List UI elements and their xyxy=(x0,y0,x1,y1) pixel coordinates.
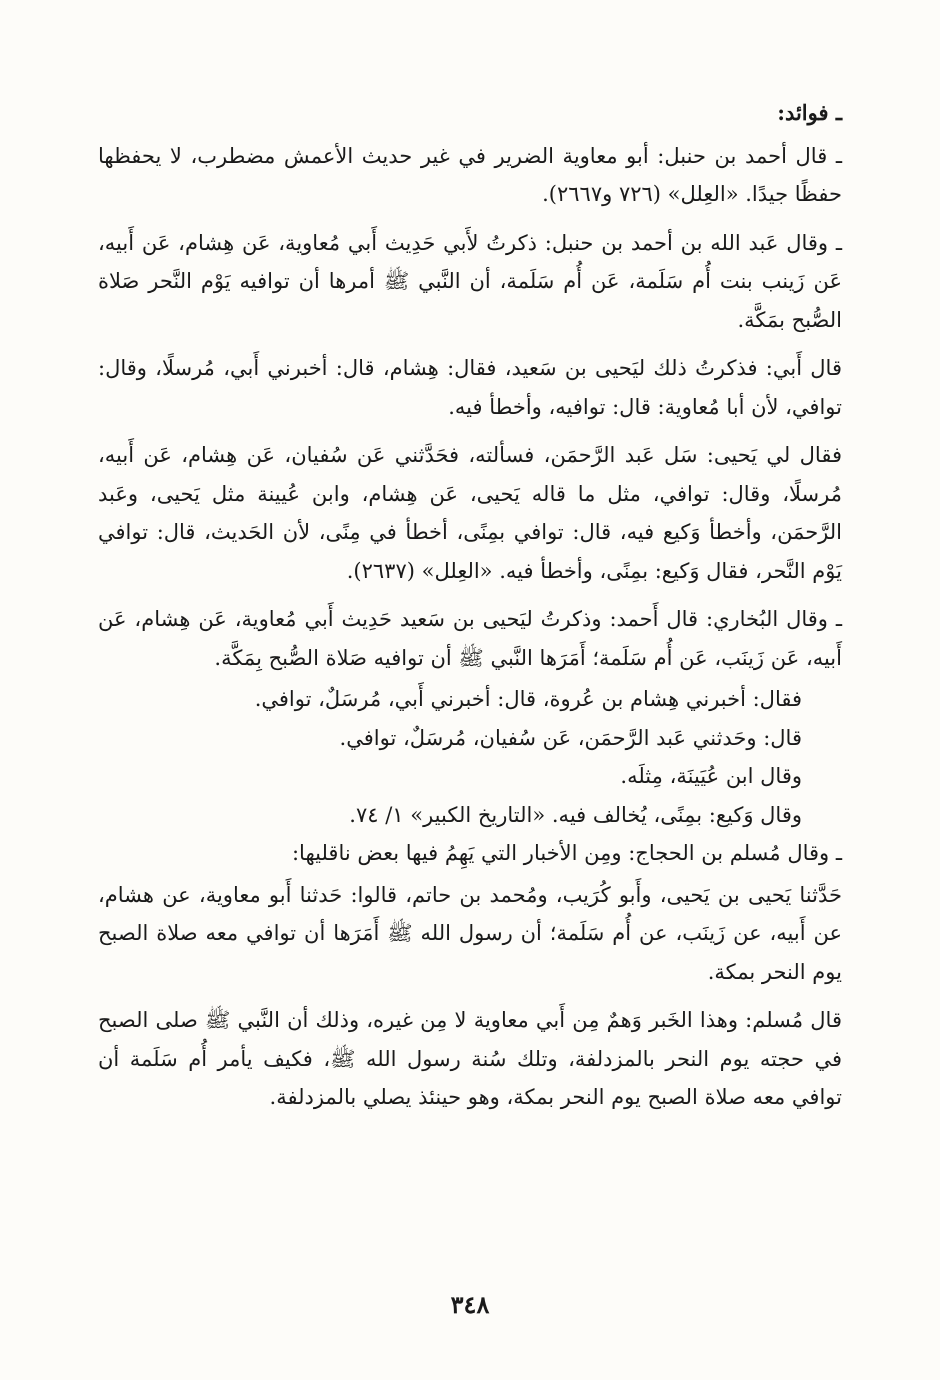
paragraph: ـ وقال مُسلم بن الحجاج: ومِن الأخبار التي يَهِمُ فيها بعض ناقليها: xyxy=(291,841,842,865)
quoted-line: وقال ابن عُيَينَة، مِثلَه. xyxy=(620,764,802,788)
quoted-line: فقال: أخبرني هِشام بن عُروة، قال: أخبرني أَبي، مُرسَلٌ، توافي. xyxy=(254,687,802,711)
paragraph: قال أَبي: فذكرتُ ذلك ليَحيى بن سَعيد، فقال: هِشام، قال: أخبرني أَبي، مُرسلًا، وقال: توافي، لأن أبا مُعاوية: قال: توافيه، وأخطأ فيه. xyxy=(98,356,842,419)
section-heading: ـ فوائد: xyxy=(777,100,842,125)
paragraph: حَدَّثنا يَحيى بن يَحيى، وأَبو كُرَيب، ومُحمد بن حاتم، قالوا: حَدثنا أَبو معاوية، عن هشام، عن أَبيه، عن زَينَب، عن أُم سَلَمة؛ أن رسول الله ﷺ أَمَرَها أن توافي معه صلاة الصبح يوم النحر بمكة. xyxy=(98,882,842,984)
paragraph: قال مُسلم: وهذا الخَبر وَهمٌ مِن أَبي معاوية لا مِن غيره، وذلك أن النَّبي ﷺ صلى الصبح في حجته يوم النحر بالمزدلفة، وتلك سُنة رسول الله ﷺ، فكيف يأمر أُم سَلَمة أن توافي معه صلاة الصبح يوم النحر بمكة، وهو حينئذ يصلي بالمزدلفة. xyxy=(98,1008,842,1109)
paragraph: ـ وقال البُخاري: قال أَحمد: وذكرتُ ليَحيى بن سَعيد حَدِيث أَبي مُعاوية، عَن هِشام، عَن أَبيه، عَن زَينَب، عَن أُم سَلَمة؛ أَمَرَها النَّبي ﷺ أن توافيه صَلاة الصُّبح بِمَكَّة. xyxy=(98,607,842,670)
paragraph: ـ قال أحمد بن حنبل: أبو معاوية الضرير في غير حديث الأعمش مضطرب، لا يحفظها حفظًا جيدًا. «العِلل» (٧٢٦ و٢٦٦٧). xyxy=(98,143,842,206)
page-body xyxy=(98,94,842,1117)
paragraph: ـ وقال عَبد الله بن أحمد بن حنبل: ذكرتُ لأَبي حَدِيث أَبي مُعاوية، عَن هِشام، عَن أَبيه، عَن زَينب بنت أُم سَلَمة، عَن أُم سَلَمة، أن النَّبي ﷺ أمرها أن توافيه يَوْم النَّحر صَلاة الصُّبح بمَكَّة. xyxy=(98,230,842,332)
quoted-line: وقال وَكيع: بمِنًى، يُخالف فيه. «التاريخ الكبير» ١/ ٧٤. xyxy=(349,802,802,827)
page-number: ٣٤٨ xyxy=(450,1290,490,1319)
paragraph: فقال لي يَحيى: سَل عَبد الرَّحمَن، فسألته، فحَدَّثني عَن سُفيان، عَن هِشام، عَن أَبيه، مُرسلًا، وقال: توافي، مثل ما قاله يَحيى، عَن هِشام، وابن عُيينة مثل يَحيى، وعَبد الرَّحمَن، وأخطأ وَكيع فيه، قال: توافي بمِنًى، أخطأ في مِنًى، لأن الحَديث، قال: توافي يَوْم النَّحر، فقال وَكيع: بمِنًى، وأخطأ فيه. «العِلل» (٢٦٣٧). xyxy=(98,443,842,583)
quoted-line: قال: وحَدثني عَبد الرَّحمَن، عَن سُفيان، مُرسَلٌ، توافي. xyxy=(339,725,802,750)
